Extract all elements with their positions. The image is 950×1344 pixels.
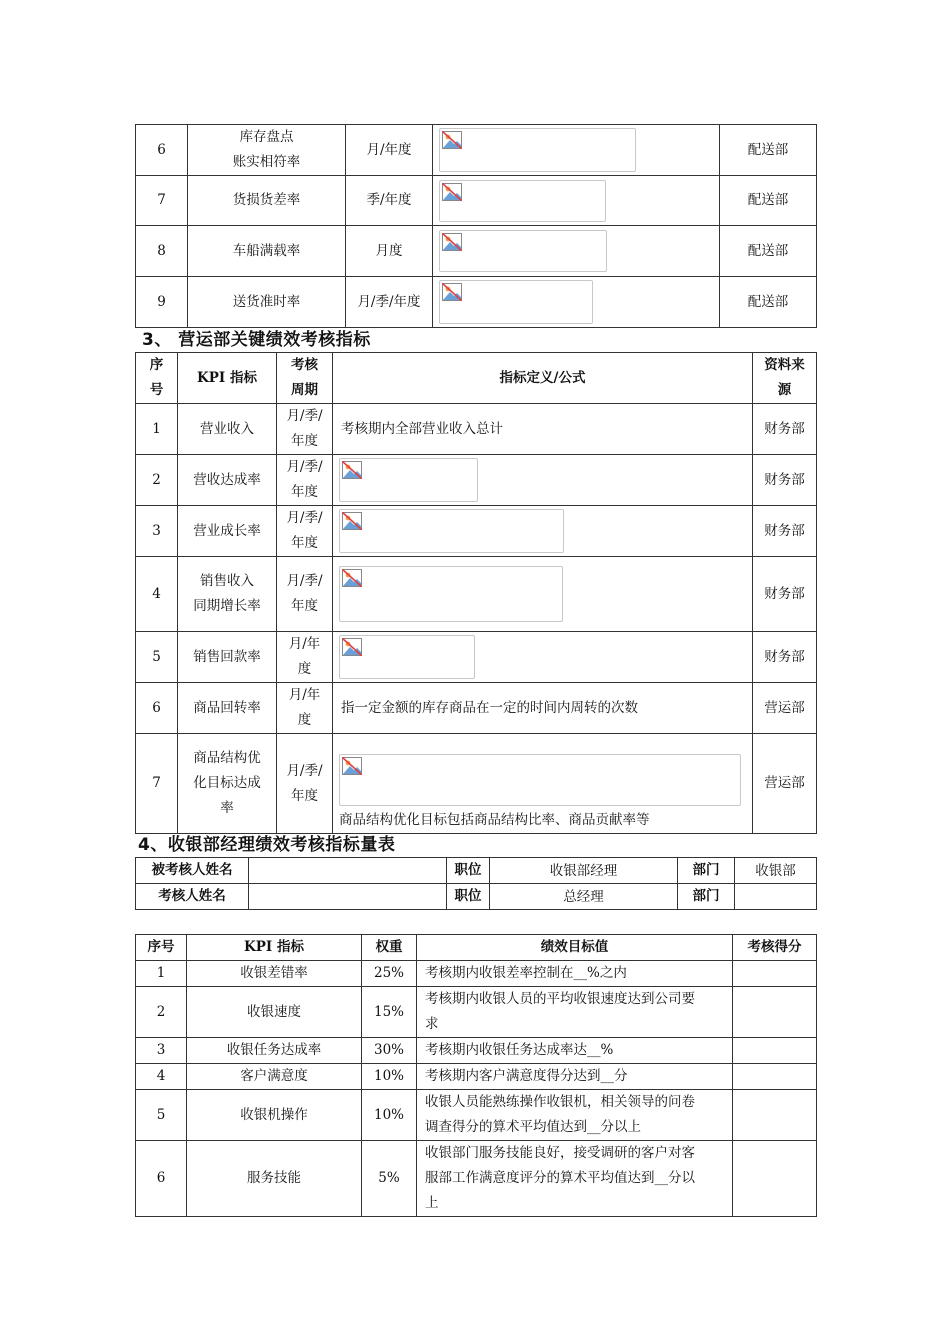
target: 考核期内收银差率控制在__%之内 bbox=[417, 961, 733, 987]
kpi-name: 车船满载率 bbox=[188, 226, 346, 277]
row-number: 2 bbox=[136, 987, 187, 1038]
broken-image-icon bbox=[342, 569, 362, 587]
broken-image-icon bbox=[442, 233, 462, 251]
header-source: 资料来 源 bbox=[753, 353, 817, 404]
weight: 15% bbox=[362, 987, 417, 1038]
info-row bbox=[136, 858, 817, 884]
distribution-kpi-table bbox=[135, 124, 817, 328]
cashier-kpi-table bbox=[135, 934, 817, 1217]
formula-image bbox=[339, 509, 564, 553]
row-number: 8 bbox=[136, 226, 188, 277]
row-number: 4 bbox=[136, 557, 178, 632]
data-source: 财务部 bbox=[753, 632, 817, 683]
data-source: 配送部 bbox=[720, 176, 817, 226]
formula-cell bbox=[433, 277, 720, 328]
row-number: 5 bbox=[136, 1090, 187, 1141]
table-row bbox=[136, 961, 817, 987]
formula-cell bbox=[433, 125, 720, 176]
operations-kpi-table bbox=[135, 352, 817, 834]
row-number: 5 bbox=[136, 632, 178, 683]
row-number: 3 bbox=[136, 506, 178, 557]
position-value: 收银部经理 bbox=[490, 858, 678, 884]
header-score: 考核得分 bbox=[733, 935, 817, 961]
section-4-title: 4、收银部经理绩效考核指标量表 bbox=[138, 835, 396, 855]
score bbox=[733, 1090, 817, 1141]
period: 月/年 度 bbox=[277, 632, 333, 683]
header-period: 考核 周期 bbox=[277, 353, 333, 404]
kpi-name: 销售回款率 bbox=[178, 632, 277, 683]
header-kpi: KPI 指标 bbox=[187, 935, 362, 961]
score bbox=[733, 1064, 817, 1090]
target: 考核期内客户满意度得分达到__分 bbox=[417, 1064, 733, 1090]
formula-cell bbox=[333, 734, 753, 834]
formula-cell bbox=[433, 226, 720, 277]
header-row bbox=[136, 353, 817, 404]
row-number: 2 bbox=[136, 455, 178, 506]
broken-image-icon bbox=[342, 638, 362, 656]
table-row bbox=[136, 455, 817, 506]
formula-cell bbox=[333, 455, 753, 506]
kpi-name: 服务技能 bbox=[187, 1141, 362, 1217]
period: 月/季/ 年度 bbox=[277, 506, 333, 557]
table-row bbox=[136, 404, 817, 455]
weight: 10% bbox=[362, 1090, 417, 1141]
broken-image-icon bbox=[442, 131, 462, 149]
header-weight: 权重 bbox=[362, 935, 417, 961]
department-value: 收银部 bbox=[735, 858, 817, 884]
table-row bbox=[136, 683, 817, 734]
table-row bbox=[136, 734, 817, 834]
formula-cell bbox=[333, 632, 753, 683]
formula-image bbox=[439, 280, 593, 324]
kpi-name: 商品回转率 bbox=[178, 683, 277, 734]
assessor-name-value bbox=[249, 884, 447, 910]
row-number: 7 bbox=[136, 734, 178, 834]
score bbox=[733, 987, 817, 1038]
kpi-name: 客户满意度 bbox=[187, 1064, 362, 1090]
score bbox=[733, 1141, 817, 1217]
data-source: 财务部 bbox=[753, 455, 817, 506]
broken-image-icon bbox=[442, 183, 462, 201]
header-no: 序 号 bbox=[136, 353, 178, 404]
kpi-name: 库存盘点 账实相符率 bbox=[188, 125, 346, 176]
table-row bbox=[136, 176, 817, 226]
table-row bbox=[136, 1038, 817, 1064]
period: 月度 bbox=[346, 226, 433, 277]
formula-image bbox=[339, 754, 741, 806]
header-target: 绩效目标值 bbox=[417, 935, 733, 961]
kpi-name: 送货准时率 bbox=[188, 277, 346, 328]
kpi-name: 收银速度 bbox=[187, 987, 362, 1038]
data-source: 营运部 bbox=[753, 734, 817, 834]
row-number: 1 bbox=[136, 404, 178, 455]
table-row bbox=[136, 277, 817, 328]
score bbox=[733, 1038, 817, 1064]
formula-image bbox=[339, 458, 478, 502]
score bbox=[733, 961, 817, 987]
data-source: 财务部 bbox=[753, 404, 817, 455]
row-number: 6 bbox=[136, 125, 188, 176]
data-source: 财务部 bbox=[753, 506, 817, 557]
kpi-name: 货损货差率 bbox=[188, 176, 346, 226]
formula-image bbox=[439, 180, 606, 222]
period: 月/年度 bbox=[346, 125, 433, 176]
assessee-info-table bbox=[135, 857, 817, 910]
kpi-name: 营收达成率 bbox=[178, 455, 277, 506]
row-number: 4 bbox=[136, 1064, 187, 1090]
row-number: 1 bbox=[136, 961, 187, 987]
row-number: 6 bbox=[136, 683, 178, 734]
target: 考核期内收银任务达成率达__% bbox=[417, 1038, 733, 1064]
broken-image-icon bbox=[442, 283, 462, 301]
kpi-name: 收银差错率 bbox=[187, 961, 362, 987]
target: 收银人员能熟练操作收银机，相关领导的问卷 调查得分的算术平均值达到__分以上 bbox=[417, 1090, 733, 1141]
assessor-name-label: 考核人姓名 bbox=[136, 884, 249, 910]
period: 月/季/ 年度 bbox=[277, 557, 333, 632]
formula-cell bbox=[333, 557, 753, 632]
period: 月/季/ 年度 bbox=[277, 455, 333, 506]
table-row bbox=[136, 1090, 817, 1141]
table-row bbox=[136, 125, 817, 176]
info-row bbox=[136, 884, 817, 910]
formula-image bbox=[339, 635, 475, 679]
kpi-name: 销售收入 同期增长率 bbox=[178, 557, 277, 632]
kpi-name: 营业收入 bbox=[178, 404, 277, 455]
assessee-name-value bbox=[249, 858, 447, 884]
header-kpi: KPI 指标 bbox=[178, 353, 277, 404]
target: 收银部门服务技能良好，接受调研的客户对客 服部工作满意度评分的算术平均值达到__分以 上 bbox=[417, 1141, 733, 1217]
table-row bbox=[136, 226, 817, 277]
row-number: 9 bbox=[136, 277, 188, 328]
weight: 5% bbox=[362, 1141, 417, 1217]
department-label: 部门 bbox=[678, 858, 735, 884]
weight: 30% bbox=[362, 1038, 417, 1064]
definition: 商品结构优化目标包括商品结构比率、商品贡献率等 bbox=[339, 812, 650, 828]
data-source: 财务部 bbox=[753, 557, 817, 632]
definition: 指一定金额的库存商品在一定的时间内周转的次数 bbox=[333, 683, 753, 734]
kpi-name: 收银任务达成率 bbox=[187, 1038, 362, 1064]
table-row bbox=[136, 632, 817, 683]
kpi-name: 商品结构优 化目标达成 率 bbox=[178, 734, 277, 834]
table-row bbox=[136, 987, 817, 1038]
position-label: 职位 bbox=[447, 884, 490, 910]
formula-cell bbox=[333, 506, 753, 557]
table-row bbox=[136, 1064, 817, 1090]
department-value bbox=[735, 884, 817, 910]
assessee-name-label: 被考核人姓名 bbox=[136, 858, 249, 884]
data-source: 营运部 bbox=[753, 683, 817, 734]
data-source: 配送部 bbox=[720, 125, 817, 176]
position-label: 职位 bbox=[447, 858, 490, 884]
data-source: 配送部 bbox=[720, 226, 817, 277]
formula-image bbox=[439, 230, 607, 272]
table-row bbox=[136, 506, 817, 557]
kpi-name: 营业成长率 bbox=[178, 506, 277, 557]
formula-image bbox=[439, 128, 636, 172]
header-definition: 指标定义/公式 bbox=[333, 353, 753, 404]
period: 季/年度 bbox=[346, 176, 433, 226]
table-row bbox=[136, 557, 817, 632]
row-number: 6 bbox=[136, 1141, 187, 1217]
kpi-name: 收银机操作 bbox=[187, 1090, 362, 1141]
department-label: 部门 bbox=[678, 884, 735, 910]
period: 月/年 度 bbox=[277, 683, 333, 734]
target: 考核期内收银人员的平均收银速度达到公司要 求 bbox=[417, 987, 733, 1038]
broken-image-icon bbox=[342, 512, 362, 530]
broken-image-icon bbox=[342, 461, 362, 479]
table-row bbox=[136, 1141, 817, 1217]
period: 月/季/ 年度 bbox=[277, 404, 333, 455]
position-value: 总经理 bbox=[490, 884, 678, 910]
formula-image bbox=[339, 566, 563, 622]
weight: 25% bbox=[362, 961, 417, 987]
header-row bbox=[136, 935, 817, 961]
weight: 10% bbox=[362, 1064, 417, 1090]
header-no: 序号 bbox=[136, 935, 187, 961]
period: 月/季/年度 bbox=[346, 277, 433, 328]
data-source: 配送部 bbox=[720, 277, 817, 328]
definition: 考核期内全部营业收入总计 bbox=[333, 404, 753, 455]
row-number: 3 bbox=[136, 1038, 187, 1064]
section-3-title: 3、 营运部关键绩效考核指标 bbox=[142, 330, 371, 350]
broken-image-icon bbox=[342, 757, 362, 775]
period: 月/季/ 年度 bbox=[277, 734, 333, 834]
row-number: 7 bbox=[136, 176, 188, 226]
formula-cell bbox=[433, 176, 720, 226]
